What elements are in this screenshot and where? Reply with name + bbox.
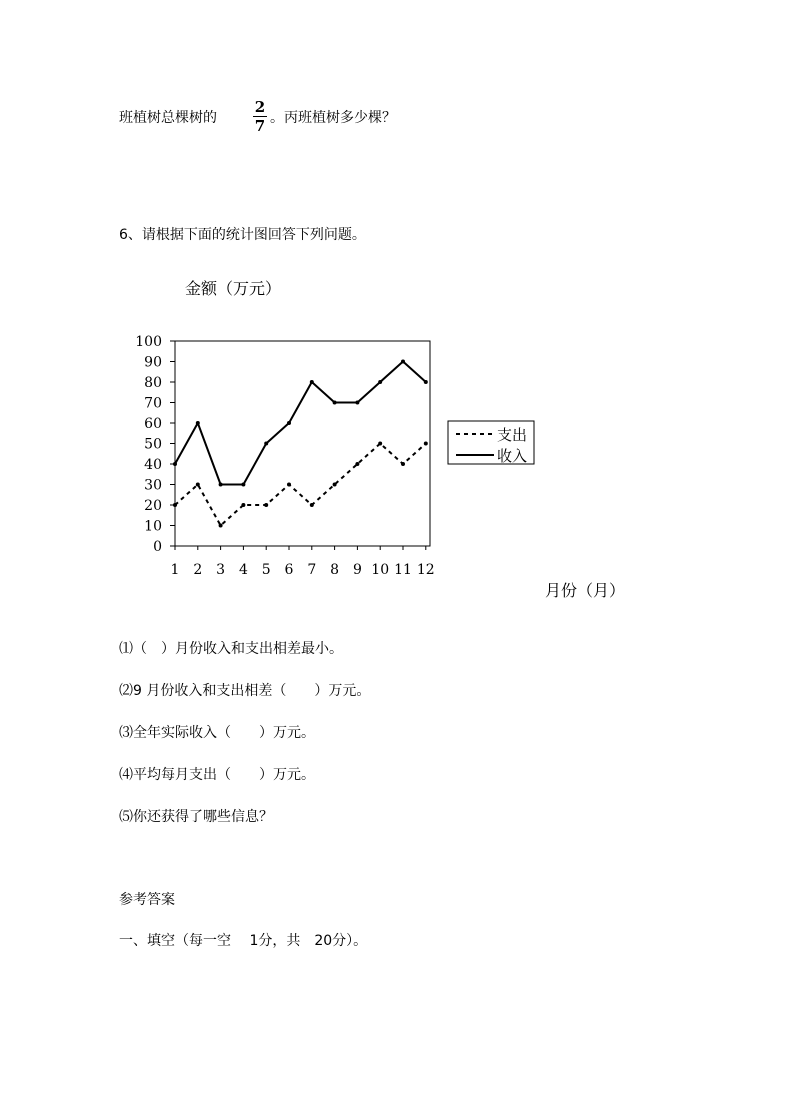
y-tick-label: 70: [144, 395, 162, 412]
x-tick-label: 10: [371, 562, 390, 578]
question-1: ⑴（ ）月份收入和支出相差最小。: [119, 641, 343, 657]
series-line-income: [175, 362, 426, 485]
fraction-denominator: 7: [254, 117, 266, 135]
y-tick-label: 90: [144, 354, 162, 371]
answers-section-1: 一、填空（每一空 1分，共 20分）。: [119, 933, 368, 949]
data-point-expense: [333, 483, 337, 487]
x-tick-label: 11: [394, 562, 412, 578]
question-5: ⑸你还获得了哪些信息？: [119, 809, 273, 825]
series-layer: [173, 360, 428, 528]
y-ticks: [135, 334, 175, 555]
x-tick-label: 3: [216, 562, 226, 578]
data-point-expense: [196, 483, 200, 487]
data-point-income: [241, 483, 245, 487]
data-point-expense: [287, 483, 291, 487]
x-tick-label: 6: [284, 562, 294, 578]
data-point-expense: [355, 462, 359, 466]
x-axis-label: 月份（月）: [545, 581, 626, 600]
legend: [448, 421, 534, 465]
data-point-expense: [241, 503, 245, 507]
data-point-expense: [219, 524, 223, 528]
y-tick-label: 80: [144, 375, 162, 391]
x-tick-label: 4: [238, 562, 248, 578]
data-point-income: [196, 421, 200, 425]
legend-label-expense: 支出: [497, 426, 528, 444]
data-point-income: [219, 483, 223, 487]
x-tick-label: 9: [352, 562, 362, 578]
x-tick-label: 5: [261, 562, 271, 578]
data-point-expense: [173, 503, 177, 507]
y-tick-label: 10: [144, 518, 162, 535]
data-point-expense: [378, 442, 382, 446]
x-ticks: [171, 546, 435, 578]
x-tick-label: 2: [193, 562, 203, 578]
y-tick-label: 20: [144, 498, 162, 514]
data-point-expense: [264, 503, 268, 507]
data-point-expense: [424, 442, 428, 446]
question-2: ⑵9 月份收入和支出相差（ ）万元。: [119, 683, 371, 699]
x-tick-label: 7: [307, 562, 317, 578]
y-tick-label: 30: [144, 477, 162, 494]
question-4: ⑷平均每月支出（ ）万元。: [119, 767, 315, 783]
data-point-income: [401, 360, 405, 364]
answers-heading: 参考答案: [119, 892, 175, 908]
y-axis-label: 金额（万元）: [185, 279, 282, 298]
data-point-expense: [310, 503, 314, 507]
question-3: ⑶全年实际收入（ ）万元。: [119, 725, 315, 741]
problem6-title: 6、请根据下面的统计图回答下列问题。: [119, 227, 366, 243]
problem5-text-before: 班植树总棵树的: [119, 110, 217, 126]
y-tick-label: 100: [135, 334, 162, 350]
series-line-expense: [175, 444, 426, 526]
data-point-income: [264, 442, 268, 446]
data-point-income: [287, 421, 291, 425]
data-point-income: [355, 401, 359, 405]
x-tick-label: 1: [170, 562, 180, 578]
x-tick-label: 12: [416, 562, 435, 578]
y-tick-label: 40: [144, 457, 162, 473]
y-tick-label: 60: [144, 416, 162, 432]
fraction-numerator: 2: [254, 98, 266, 116]
y-tick-label: 0: [153, 539, 162, 555]
problem5-text-after: 。丙班植树多少棵？: [270, 110, 396, 126]
data-point-income: [424, 380, 428, 384]
x-tick-label: 8: [330, 562, 340, 578]
legend-label-income: 收入: [497, 447, 528, 465]
y-tick-label: 50: [144, 436, 162, 453]
data-point-income: [173, 462, 177, 466]
data-point-expense: [401, 462, 405, 466]
data-point-income: [333, 401, 337, 405]
data-point-income: [378, 380, 382, 384]
data-point-income: [310, 380, 314, 384]
